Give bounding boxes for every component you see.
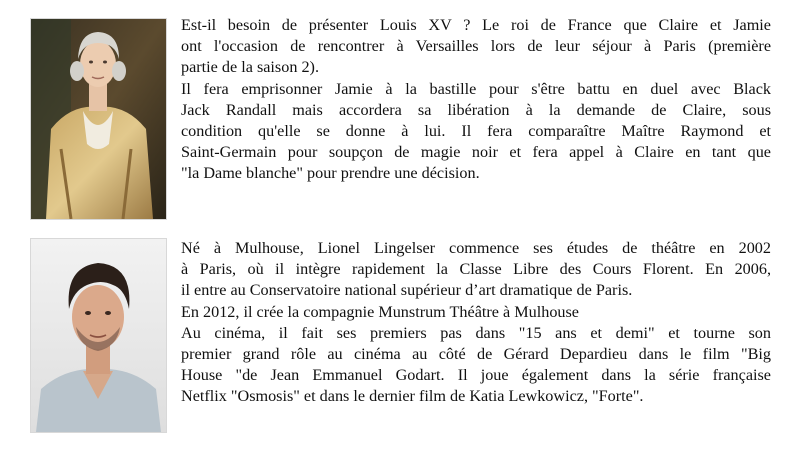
text-line: Saint-Germain pour soupçon de magie noir et fera appel à Claire en tant que xyxy=(181,143,771,162)
text-line: premier grand rôle au cinéma au côté de Gérard Depardieu dans le film "Big xyxy=(181,345,771,364)
text-line: Jack Randall mais accordera sa libération à la demande de Claire, sous xyxy=(181,100,771,119)
louis-xv-description xyxy=(181,15,771,185)
text-line: House "de Jean Emmanuel Godart. Il joue également dans la série française xyxy=(181,366,771,385)
text-line: à Paris, où il intègre rapidement la Classe Libre des Cours Florent. En 2006, xyxy=(181,260,771,279)
lionel-lingelser-description xyxy=(181,238,771,408)
text-line: Né à Mulhouse, Lionel Lingelser commence ses études de théâtre en 2002 xyxy=(181,239,771,257)
text-line: Au cinéma, il fait ses premiers pas dans "15 ans et demi" et tourne son xyxy=(181,323,771,342)
lionel-lingelser-portrait xyxy=(30,238,167,433)
louis-xv-portrait xyxy=(30,18,167,220)
text-line: "la Dame blanche" pour prendre une décision. xyxy=(181,164,480,183)
text-line: En 2012, il crée la compagnie Munstrum Théâtre à Mulhouse xyxy=(181,302,579,321)
text-line: il entre au Conservatoire national supérieur d’art dramatique de Paris. xyxy=(181,281,633,300)
text-line: Netflix "Osmosis" et dans le dernier film de Katia Lewkowicz, "Forte". xyxy=(181,387,644,406)
text-line: Est-il besoin de présenter Louis XV ? Le roi de France que Claire et Jamie xyxy=(181,16,771,34)
text-line: partie de la saison 2). xyxy=(181,58,319,77)
text-line: condition qu'elle se donne à lui. Il fera comparaître Maître Raymond et xyxy=(181,122,771,141)
text-line: ont l'occasion de rencontrer à Versailles lors de leur séjour à Paris (première xyxy=(181,37,771,56)
text-line: Il fera emprisonner Jamie à la bastille pour s'être battu en duel avec Black xyxy=(181,79,771,98)
